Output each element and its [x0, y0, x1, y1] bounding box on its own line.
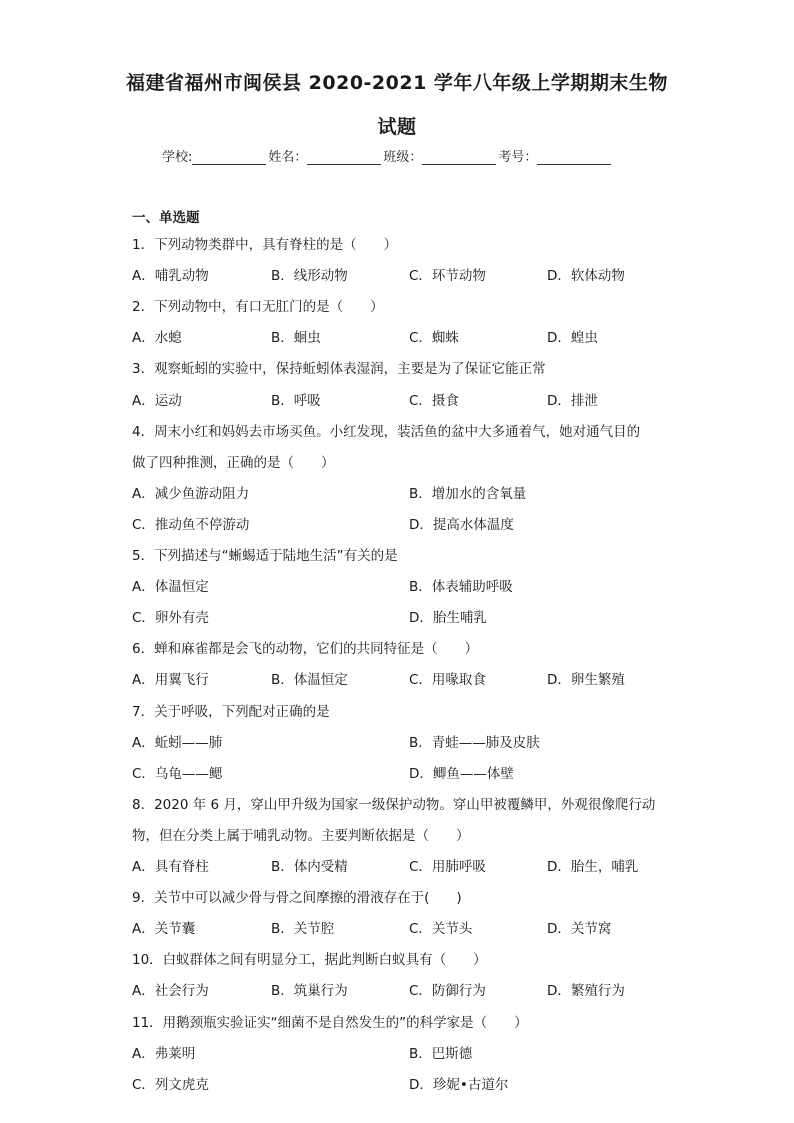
question-stem: 8．2020 年 6 月，穿山甲升级为国家一级保护动物。穿山甲被覆鳞甲，外观很像爬行动 [132, 796, 656, 813]
option-b: B．体内受精 [271, 859, 348, 875]
option-a: A．体温恒定 [132, 579, 209, 596]
question-stem: 2．下列动物中，有口无肛门的是（ ） [132, 299, 384, 316]
option-a: A．运动 [132, 392, 182, 409]
option-c: C．用肺呼吸 [409, 859, 486, 875]
option-d: D．关节窝 [547, 921, 612, 938]
option-a: A．哺乳动物 [132, 268, 209, 285]
option-b: B．体表辅助呼吸 [409, 579, 513, 596]
number-label: 考号： [498, 150, 538, 165]
option-c: C．卵外有壳 [132, 610, 209, 627]
question-stem: 做了四种推测，正确的是（ ） [132, 454, 335, 471]
option-c: C．推动鱼不停游动 [132, 516, 250, 533]
exam-title-line2: 试题 [377, 116, 417, 138]
option-b: B．关节腔 [271, 921, 335, 938]
question-stem: 9．关节中可以减少骨与骨之间摩擦的滑液存在于( ) [132, 890, 462, 907]
option-c: C．环节动物 [409, 268, 486, 285]
question-stem: 3．观察蚯蚓的实验中，保持蚯蚓体表湿润，主要是为了保证它能正常 [132, 361, 546, 378]
question-stem: 物，但在分类上属于哺乳动物。主要判断依据是（ ） [132, 827, 470, 844]
option-b: B．巴斯德 [409, 1045, 473, 1062]
option-b: B．线形动物 [271, 268, 348, 285]
question-stem: 6．蝉和麻雀都是会飞的动物，它们的共同特征是（ ） [132, 641, 479, 658]
option-a: A．水螅 [132, 330, 182, 347]
question-stem: 5．下列描述与“蜥蜴适于陆地生活”有关的是 [132, 548, 398, 564]
option-c: C．用喙取食 [409, 672, 486, 689]
option-b: B．呼吸 [271, 392, 321, 409]
school-blank [192, 150, 266, 165]
option-a: A．弗莱明 [132, 1045, 196, 1062]
option-b: B．蛔虫 [271, 330, 321, 347]
option-d: D．胎生哺乳 [409, 610, 487, 627]
class-blank [422, 150, 496, 165]
option-d: D．胎生，哺乳 [547, 859, 639, 875]
option-c: C．乌龟——鳃 [132, 765, 223, 782]
section-title: 一、单选题 [132, 210, 200, 226]
option-b: B．筑巢行为 [271, 983, 348, 1000]
option-d: D．软体动物 [547, 268, 625, 285]
option-c: C．蜘蛛 [409, 330, 459, 347]
class-label: 班级： [383, 150, 423, 165]
option-a: A．减少鱼游动阻力 [132, 485, 250, 502]
number-blank [537, 150, 611, 165]
option-c: C．防御行为 [409, 983, 486, 1000]
question-stem: 7．关于呼吸，下列配对正确的是 [132, 703, 330, 720]
exam-title-line1: 福建省福州市闽侯县 2020-2021 学年八年级上学期期末生物 [126, 72, 668, 94]
option-a: A．具有脊柱 [132, 859, 209, 875]
option-b: B．增加水的含氧量 [409, 485, 527, 502]
option-d: D．提高水体温度 [409, 516, 514, 533]
option-c: C．关节头 [409, 921, 473, 938]
option-c: C．摄食 [409, 392, 459, 409]
option-d: D．繁殖行为 [547, 983, 625, 1000]
question-stem: 4．周末小红和妈妈去市场买鱼。小红发现，装活鱼的盆中大多通着气，她对通气目的 [132, 423, 641, 440]
name-blank [307, 150, 381, 165]
option-a: A．蚯蚓——肺 [132, 734, 223, 751]
option-d: D．鲫鱼——体壁 [409, 765, 514, 782]
option-d: D．卵生繁殖 [547, 672, 625, 689]
option-a: A．社会行为 [132, 983, 209, 1000]
question-stem: 11．用鹅颈瓶实验证实“细菌不是自然发生的”的科学家是（ ） [132, 1014, 528, 1031]
option-c: C．列文虎克 [132, 1076, 209, 1093]
option-b: B．体温恒定 [271, 672, 348, 689]
school-label: 学校: [162, 150, 193, 165]
option-a: A．用翼飞行 [132, 672, 209, 689]
question-stem: 1．下列动物类群中，具有脊柱的是（ ） [132, 237, 398, 253]
name-label: 姓名： [268, 150, 308, 165]
option-d: D．蝗虫 [547, 330, 598, 347]
option-d: D．排泄 [547, 392, 598, 409]
student-info-row [162, 146, 613, 165]
option-a: A．关节囊 [132, 921, 196, 938]
option-b: B．青蛙——肺及皮肤 [409, 734, 540, 751]
question-stem: 10．白蚁群体之间有明显分工，据此判断白蚁具有（ ） [132, 952, 487, 969]
option-d: D．珍妮•古道尔 [409, 1076, 509, 1093]
